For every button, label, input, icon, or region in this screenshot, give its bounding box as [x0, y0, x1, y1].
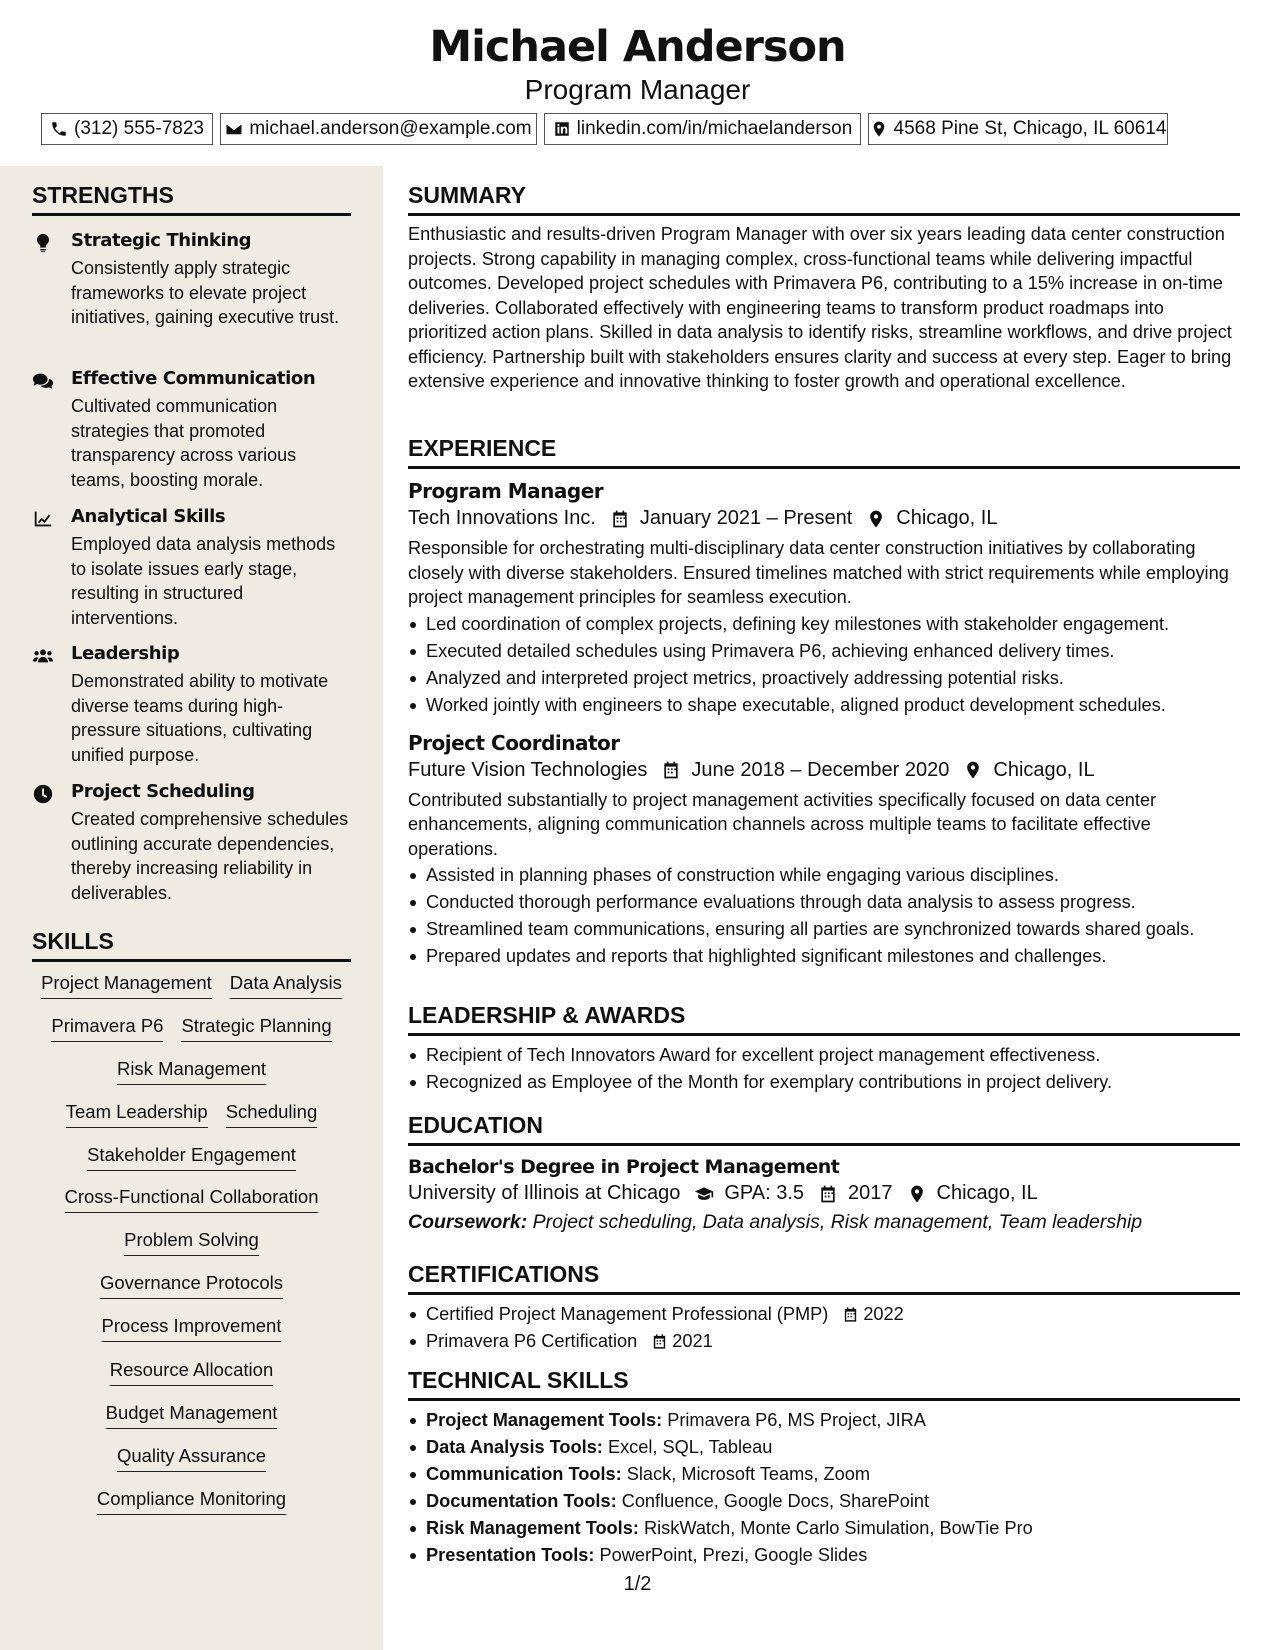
- technical-skill-item: [408, 1542, 1240, 1569]
- certifications-heading: CERTIFICATIONS: [408, 1261, 1240, 1295]
- certification-item: [408, 1328, 1240, 1355]
- job-title: Program Manager: [408, 479, 604, 503]
- skill-tag: Data Analysis: [230, 972, 342, 999]
- strength-desc: Demonstrated ability to motivate diverse teams during high-pressure situations, cultivating unified purpose.: [71, 671, 329, 765]
- job-bullet: Led coordination of complex projects, defining key milestones with stakeholder engagement.: [408, 611, 1240, 638]
- contact-email-text: michael.anderson@example.com: [249, 118, 532, 139]
- resume-header: [0, 0, 1275, 166]
- job-entry: [408, 479, 1240, 719]
- skill-tag: Cross-Functional Collaboration: [65, 1186, 319, 1213]
- strength-desc: Cultivated communication strategies that promoted transparency across various teams, boosting morale.: [71, 396, 297, 490]
- candidate-name: Michael Anderson: [429, 22, 846, 72]
- technical-skills-heading: TECHNICAL SKILLS: [408, 1367, 1240, 1401]
- education-gpa: GPA: 3.5: [724, 1182, 805, 1204]
- technical-skill-label: Project Management Tools:: [426, 1410, 663, 1430]
- job-meta: [408, 759, 1240, 782]
- job-bullet: Conducted thorough performance evaluations through data analysis to assess progress.: [408, 889, 1240, 916]
- skill-tag: Compliance Monitoring: [97, 1488, 286, 1515]
- job-bullets: [408, 862, 1240, 970]
- technical-skill-label: Presentation Tools:: [426, 1545, 595, 1565]
- technical-skill-label: Data Analysis Tools:: [426, 1437, 603, 1457]
- job-entry: [408, 731, 1240, 971]
- technical-skill-value: Excel, SQL, Tableau: [607, 1437, 773, 1457]
- job-bullets: [408, 611, 1240, 719]
- map-pin-icon: [963, 760, 983, 780]
- map-pin-icon: [866, 509, 886, 529]
- technical-skill-value: Slack, Microsoft Teams, Zoom: [626, 1464, 870, 1484]
- skill-tag: Scheduling: [226, 1101, 318, 1128]
- experience-section: [408, 435, 1240, 970]
- job-meta: [408, 507, 1240, 530]
- linkedin-icon: [553, 120, 571, 138]
- technical-skill-value: Primavera P6, MS Project, JIRA: [667, 1410, 926, 1430]
- leadership-list: [408, 1042, 1240, 1096]
- contact-phone-text: (312) 555-7823: [74, 118, 204, 139]
- phone-icon: [50, 120, 68, 138]
- technical-skills-list: [408, 1407, 1240, 1569]
- calendar-icon: [610, 509, 630, 529]
- degree-title: Bachelor's Degree in Project Management: [408, 1156, 840, 1178]
- certification-item: [408, 1301, 1240, 1328]
- coursework-label: Coursework:: [408, 1211, 528, 1233]
- school-name: University of Illinois at Chicago: [408, 1182, 681, 1204]
- graduation-cap-icon: [694, 1184, 714, 1204]
- skill-tag: Budget Management: [106, 1402, 278, 1429]
- technical-skill-item: [408, 1515, 1240, 1542]
- technical-skill-item: [408, 1407, 1240, 1434]
- certification-name: Primavera P6 Certification: [426, 1331, 638, 1351]
- calendar-icon: [651, 1333, 668, 1350]
- job-dates: January 2021 – Present: [639, 507, 853, 529]
- summary-text: Enthusiastic and results-driven Program Manager with over six years leading data center construction projects. Strong capability in managing complex, cross-functional teams while delivering impactful outcomes. Developed project schedules with Primavera P6, contributing to a 15% increase in on-time deliveries. Collaborated effectively with engineering teams to transform product roadmaps into prioritized action plans. Skilled in data analysis to identify risks, streamline workflows, and drive project efficiency. Partnership built with stakeholders ensures clarity and success at every step. Eager to bring extensive experience and innovative thinking to foster growth and operational excellence.: [408, 224, 1232, 391]
- strength-name: Strategic Thinking: [71, 230, 252, 251]
- job-location: Chicago, IL: [896, 507, 998, 529]
- map-pin-icon: [870, 120, 888, 138]
- job-location: Chicago, IL: [993, 758, 1095, 781]
- strength-desc: Consistently apply strategic frameworks to elevate project initiatives, gaining executive trust.: [71, 258, 340, 327]
- strength-name: Leadership: [71, 643, 180, 664]
- technical-skills-section: [408, 1367, 1240, 1569]
- certifications-list: [408, 1301, 1240, 1355]
- skill-tag: Stakeholder Engagement: [87, 1144, 296, 1171]
- contact-phone[interactable]: [41, 113, 213, 145]
- strength-desc: Created comprehensive schedules outlining accurate dependencies, thereby increasing reliability in deliverables.: [71, 809, 349, 903]
- skill-tag: Process Improvement: [102, 1315, 282, 1342]
- page-number: 1/2: [623, 1573, 652, 1595]
- skill-tag: Team Leadership: [66, 1101, 208, 1128]
- summary-section: [408, 182, 1240, 394]
- leadership-item: Recognized as Employee of the Month for exemplary contributions in project delivery.: [408, 1069, 1240, 1096]
- technical-skill-label: Risk Management Tools:: [426, 1518, 639, 1538]
- contact-linkedin[interactable]: [544, 113, 861, 145]
- technical-skill-label: Communication Tools:: [426, 1464, 622, 1484]
- skill-tag: Problem Solving: [124, 1229, 259, 1256]
- technical-skill-item: [408, 1434, 1240, 1461]
- job-title: Project Coordinator: [408, 730, 620, 755]
- skill-tag: Risk Management: [117, 1058, 266, 1085]
- contact-bar: [41, 113, 1231, 145]
- technical-skill-label: Documentation Tools:: [426, 1491, 617, 1511]
- experience-heading: EXPERIENCE: [408, 435, 1240, 469]
- sidebar: [0, 166, 383, 1650]
- strength-name: Effective Communication: [71, 368, 316, 389]
- job-company: Future Vision Technologies: [408, 758, 648, 781]
- users-icon: [32, 645, 54, 667]
- education-section: [408, 1112, 1240, 1234]
- calendar-icon: [818, 1184, 838, 1204]
- skill-tag: Resource Allocation: [110, 1359, 274, 1386]
- strengths-heading: STRENGTHS: [32, 182, 351, 216]
- strength-desc: Employed data analysis methods to isolate issues early stage, resulting in structured interventions.: [71, 534, 336, 628]
- education-year: 2017: [848, 1182, 893, 1204]
- technical-skill-item: [408, 1461, 1240, 1488]
- technical-skill-item: [408, 1488, 1240, 1515]
- strength-name: Project Scheduling: [71, 781, 255, 802]
- job-bullet: Executed detailed schedules using Primavera P6, achieving enhanced delivery times.: [408, 638, 1240, 665]
- certification-year: 2021: [672, 1331, 713, 1351]
- education-location: Chicago, IL: [936, 1182, 1038, 1204]
- calendar-icon: [842, 1306, 859, 1323]
- envelope-icon: [225, 120, 243, 138]
- calendar-icon: [661, 760, 681, 780]
- contact-email[interactable]: [220, 113, 537, 145]
- leadership-section: [408, 1002, 1240, 1096]
- skill-tag: Governance Protocols: [100, 1272, 283, 1299]
- job-bullet: Worked jointly with engineers to shape executable, aligned product development schedules.: [408, 692, 1240, 719]
- skill-tag: Primavera P6: [51, 1015, 163, 1042]
- job-dates: June 2018 – December 2020: [691, 758, 950, 781]
- strength-name: Analytical Skills: [71, 506, 226, 527]
- skill-tag: Strategic Planning: [181, 1015, 331, 1042]
- coursework: [408, 1211, 1240, 1234]
- clock-icon: [32, 783, 54, 805]
- job-company: Tech Innovations Inc.: [408, 507, 596, 529]
- summary-heading: SUMMARY: [408, 182, 1240, 216]
- technical-skill-value: RiskWatch, Monte Carlo Simulation, BowTie Pro: [643, 1518, 1033, 1538]
- job-bullet: Assisted in planning phases of construction while engaging various disciplines.: [408, 862, 1240, 889]
- technical-skill-value: Confluence, Google Docs, SharePoint: [621, 1491, 930, 1511]
- leadership-item: Recipient of Tech Innovators Award for excellent project management effectiveness.: [408, 1042, 1240, 1069]
- leadership-heading: LEADERSHIP & AWARDS: [408, 1002, 1240, 1036]
- job-description: Responsible for orchestrating multi-disciplinary data center construction initiatives by collaborating closely with diverse stakeholders. Ensured timelines matched with strict requirements while employing project management principles for seamless execution.: [408, 538, 1229, 607]
- education-heading: EDUCATION: [408, 1112, 1240, 1146]
- job-bullet: Analyzed and interpreted project metrics, proactively addressing potential risks.: [408, 665, 1240, 692]
- certification-year: 2022: [863, 1304, 904, 1324]
- education-meta: [408, 1182, 1240, 1205]
- candidate-title: Program Manager: [524, 74, 751, 105]
- chart-line-icon: [32, 508, 54, 530]
- skill-tag: Quality Assurance: [117, 1445, 266, 1472]
- job-description: Contributed substantially to project management activities specifically focused on data center enhancements, aligning communication channels across multiple teams to facilitate effective operations.: [408, 789, 1157, 859]
- contact-address: [868, 113, 1168, 145]
- map-pin-icon: [907, 1184, 927, 1204]
- certifications-section: [408, 1261, 1240, 1355]
- skills-heading: SKILLS: [32, 928, 351, 962]
- job-bullet: Streamlined team communications, ensuring all parties are synchronized towards shared goals.: [408, 916, 1240, 943]
- contact-address-text: 4568 Pine St, Chicago, IL 60614: [893, 118, 1167, 139]
- comments-icon: [32, 370, 54, 392]
- certification-name: Certified Project Management Professional (PMP): [426, 1304, 829, 1324]
- coursework-text: Project scheduling, Data analysis, Risk management, Team leadership: [532, 1211, 1143, 1233]
- technical-skill-value: PowerPoint, Prezi, Google Slides: [599, 1545, 868, 1565]
- job-bullet: Prepared updates and reports that highlighted significant milestones and challenges.: [408, 943, 1240, 970]
- contact-linkedin-text: linkedin.com/in/michaelanderson: [576, 118, 853, 139]
- skill-tag: Project Management: [41, 972, 212, 999]
- lightbulb-icon: [32, 232, 54, 254]
